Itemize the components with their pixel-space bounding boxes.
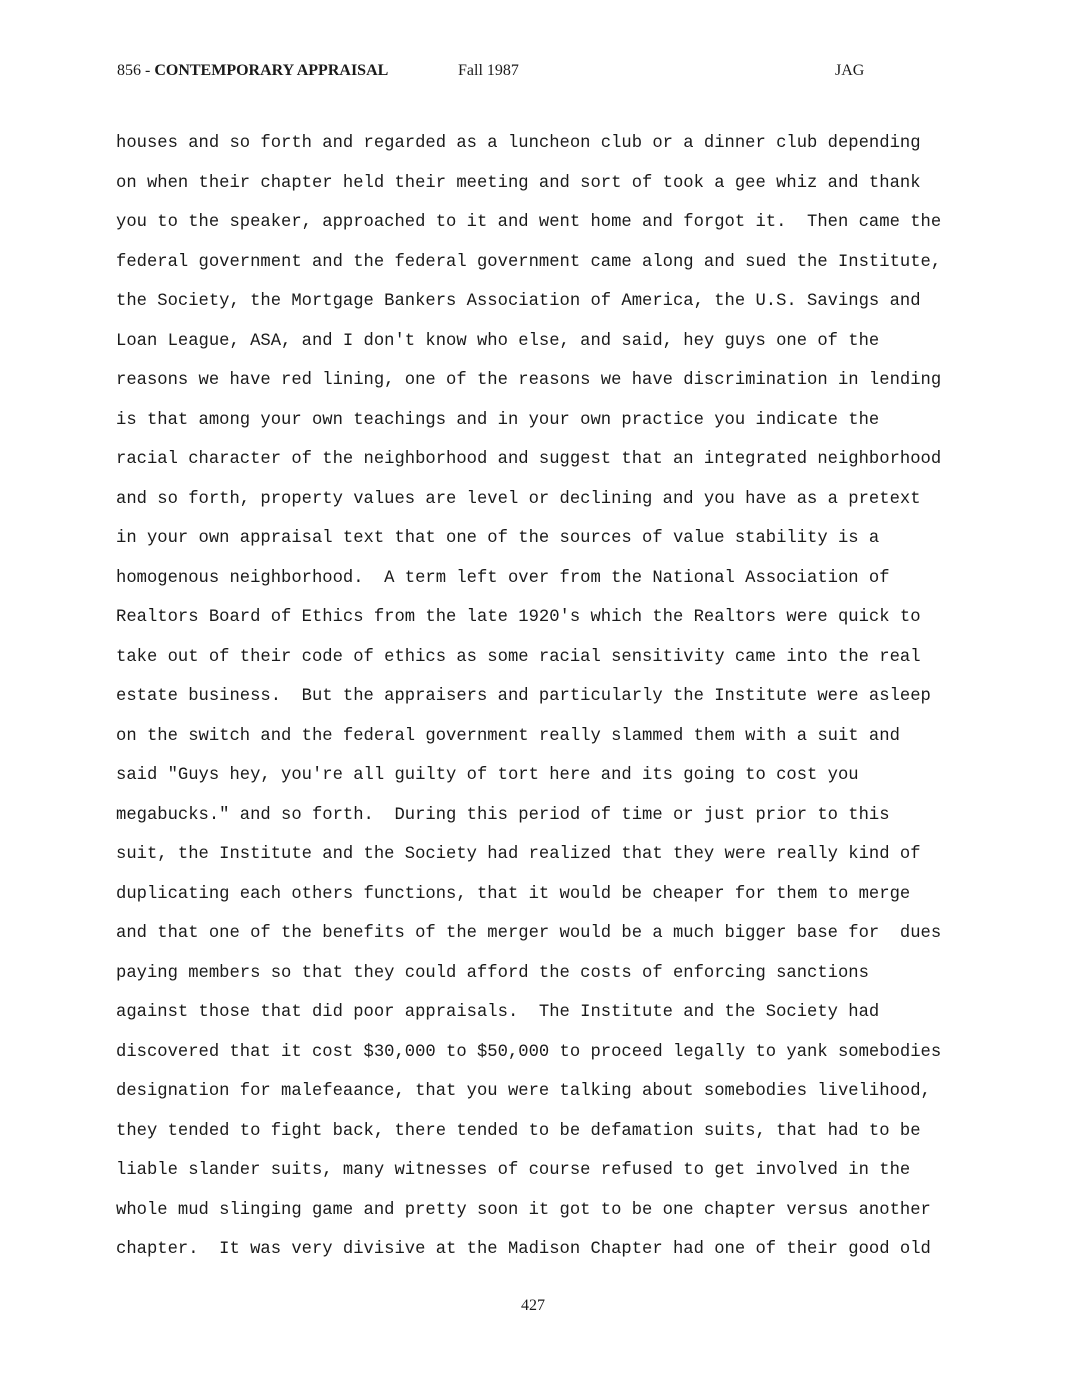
course-number: 856 - [117,62,155,79]
body-line: the Society, the Mortgage Bankers Association of America, the U.S. Savings and [116,292,921,311]
term-label: Fall 1987 [458,62,519,79]
body-line: duplicating each others functions, that it would be cheaper for them to merge [116,884,911,904]
transcript-body [116,124,976,1270]
course-title: CONTEMPORARY APPRAISAL [154,62,389,79]
body-line: suit, the Institute and the Society had realized that they were really kind of [116,845,921,864]
body-line: chapter. It was very divisive at the Madison Chapter had one of their good old [116,1240,931,1259]
body-line: in your own appraisal text that one of the sources of value stability is a [116,529,880,548]
body-line: federal government and the federal government came along and sued the Institute, [116,252,942,272]
body-line: is that among your own teachings and in your own practice you indicate the [116,410,880,430]
body-line: they tended to fight back, there tended to be defamation suits, that had to be [116,1121,921,1141]
page-number: 427 [521,1297,545,1314]
body-line: Realtors Board of Ethics from the late 1920's which the Realtors were quick to [116,608,921,627]
body-line: reasons we have red lining, one of the reasons we have discrimination in lending [116,371,942,390]
body-line: said "Guys hey, you're all guilty of tort here and its going to cost you [116,766,859,785]
body-line: on when their chapter held their meeting and sort of took a gee whiz and thank [116,173,921,193]
body-line: whole mud slinging game and pretty soon it got to be one chapter versus another [116,1200,931,1220]
body-line: and that one of the benefits of the merger would be a much bigger base for dues [116,924,942,943]
body-line: homogenous neighborhood. A term left over from the National Association of [116,568,890,588]
author-initials: JAG [835,62,865,79]
body-line: you to the speaker, approached to it and went home and forgot it. Then came the [116,213,942,232]
page-header [117,62,877,86]
body-line: designation for malefeaance, that you were talking about somebodies livelihood, [116,1082,931,1101]
course-heading [117,62,388,80]
body-line: liable slander suits, many witnesses of course refused to get involved in the [116,1161,911,1180]
body-line: racial character of the neighborhood and suggest that an integrated neighborhood [116,450,942,469]
body-line: discovered that it cost $30,000 to $50,000 to proceed legally to yank somebodies [116,1042,942,1062]
body-line: houses and so forth and regarded as a luncheon club or a dinner club depending [116,134,921,153]
body-line: and so forth, property values are level or declining and you have as a pretext [116,489,921,509]
body-line: paying members so that they could afford the costs of enforcing sanctions [116,963,869,983]
body-line: on the switch and the federal government really slammed them with a suit and [116,726,900,746]
body-line: estate business. But the appraisers and particularly the Institute were asleep [116,687,931,706]
body-line: Loan League, ASA, and I don't know who else, and said, hey guys one of the [116,331,880,351]
body-line: take out of their code of ethics as some racial sensitivity came into the real [116,647,921,667]
body-line: megabucks." and so forth. During this period of time or just prior to this [116,805,890,825]
body-line: against those that did poor appraisals. The Institute and the Society had [116,1003,880,1022]
